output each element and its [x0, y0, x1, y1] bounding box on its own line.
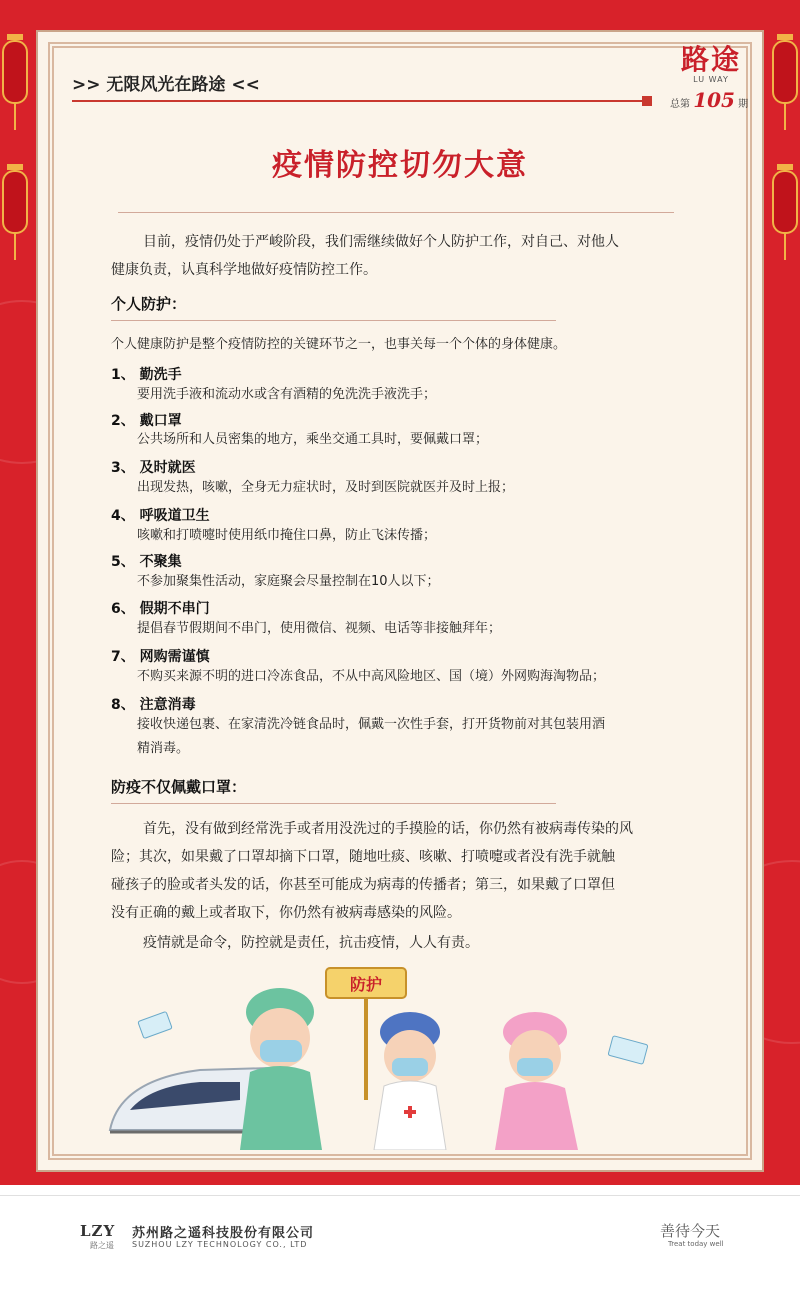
arrow-left: >> [72, 75, 101, 95]
body-line: 险；其次，如果戴了口罩却摘下口罩，随地吐痰、咳嗽、打喷嚏或者没有洗手就触 [111, 849, 615, 865]
section-lead: 个人健康防护是整个疫情防控的关键环节之一，也事关每一个个体的身体健康。 [111, 337, 567, 352]
slogan-en: Treat today well [668, 1240, 724, 1248]
item-title: 7、 网购需谨慎 [111, 649, 210, 665]
slogan: 善待今天 [660, 1222, 721, 1240]
luway-logo [666, 45, 756, 84]
intro-line: 目前，疫情仍处于严峻阶段，我们需继续做好个人防护工作，对自己、对他人 [143, 234, 619, 250]
doctor-child-icon [374, 1012, 446, 1150]
company-name-cn: 苏州路之遥科技股份有限公司 [132, 1226, 315, 1241]
item-desc: 接收快递包裹、在家清洗冷链食品时，佩戴一次性手套，打开货物前对其包装用酒 [137, 717, 606, 732]
section-divider [111, 320, 556, 321]
section-heading-mask: 防疫不仅佩戴口罩： [111, 778, 247, 796]
item-desc: 不购买来源不明的进口冷冻食品，不从中高风险地区、国（境）外网购海淘物品； [137, 669, 606, 684]
intro-line: 健康负责，认真科学地做好疫情防控工作。 [111, 262, 377, 278]
company-name-en: SUZHOU LZY TECHNOLOGY CO., LTD [132, 1240, 308, 1249]
item-desc: 公共场所和人员密集的地方，乘坐交通工具时，要佩戴口罩； [137, 432, 489, 447]
section-heading-personal: 个人防护： [111, 295, 187, 313]
header-divider [72, 100, 642, 102]
header-divider-marker [642, 96, 652, 106]
footer-divider [0, 1195, 800, 1196]
series-title-text: 无限风光在路途 [106, 75, 226, 95]
issue-number [670, 88, 748, 112]
closing-line: 疫情就是命令，防控就是责任，抗击疫情，人人有责。 [143, 935, 479, 951]
item-title: 8、 注意消毒 [111, 697, 196, 713]
section-divider [111, 803, 556, 804]
brand-abbr: LZY [80, 1222, 116, 1240]
item-title: 3、 及时就医 [111, 460, 196, 476]
issue-suffix: 期 [738, 99, 749, 110]
body-line: 没有正确的戴上或者取下，你仍然有被病毒感染的风险。 [111, 905, 461, 921]
body-line: 碰孩子的脸或者头发的话，你甚至可能成为病毒的传播者；第三，如果戴了口罩但 [111, 877, 615, 893]
item-desc: 不参加聚集性活动，家庭聚会尽量控制在10人以下； [137, 574, 440, 589]
illustration [90, 960, 690, 1150]
body-line: 首先，没有做到经常洗手或者用没洗过的手摸脸的话，你仍然有被病毒传染的风 [143, 821, 633, 837]
item-title: 5、 不聚集 [111, 554, 182, 570]
item-title: 6、 假期不串门 [111, 601, 210, 617]
logo-text: 路途 [680, 43, 741, 76]
item-title: 4、 呼吸道卫生 [111, 508, 210, 524]
item-desc: 提倡春节假期间不串门，使用微信、视频、电话等非接触拜年； [137, 621, 502, 636]
item-title: 2、 戴口罩 [111, 413, 182, 429]
nurse-pink-icon [495, 1012, 578, 1150]
item-desc: 出现发热，咳嗽，全身无力症状时，及时到医院就医并及时上报； [137, 480, 515, 495]
item-desc: 要用洗手液和流动水或含有酒精的免洗洗手液洗手； [137, 387, 437, 402]
series-title [72, 70, 260, 95]
arrow-right: << [231, 75, 260, 95]
main-title: 疫情防控切勿大意 [272, 148, 528, 183]
sign-text: 防护 [349, 975, 383, 994]
item-desc: 咳嗽和打喷嚏时使用纸巾掩住口鼻，防止飞沫传播； [137, 528, 437, 543]
item-desc: 精消毒。 [137, 741, 190, 756]
issue-prefix: 总第 [670, 99, 690, 110]
item-title: 1、 勤洗手 [111, 367, 182, 383]
lantern-icon [2, 40, 28, 104]
logo-sub: LU WAY [693, 75, 729, 84]
brand-abbr-sub: 路之遥 [90, 1241, 114, 1250]
title-divider [118, 212, 674, 213]
lantern-icon [772, 40, 798, 104]
issue-num: 105 [693, 88, 735, 112]
